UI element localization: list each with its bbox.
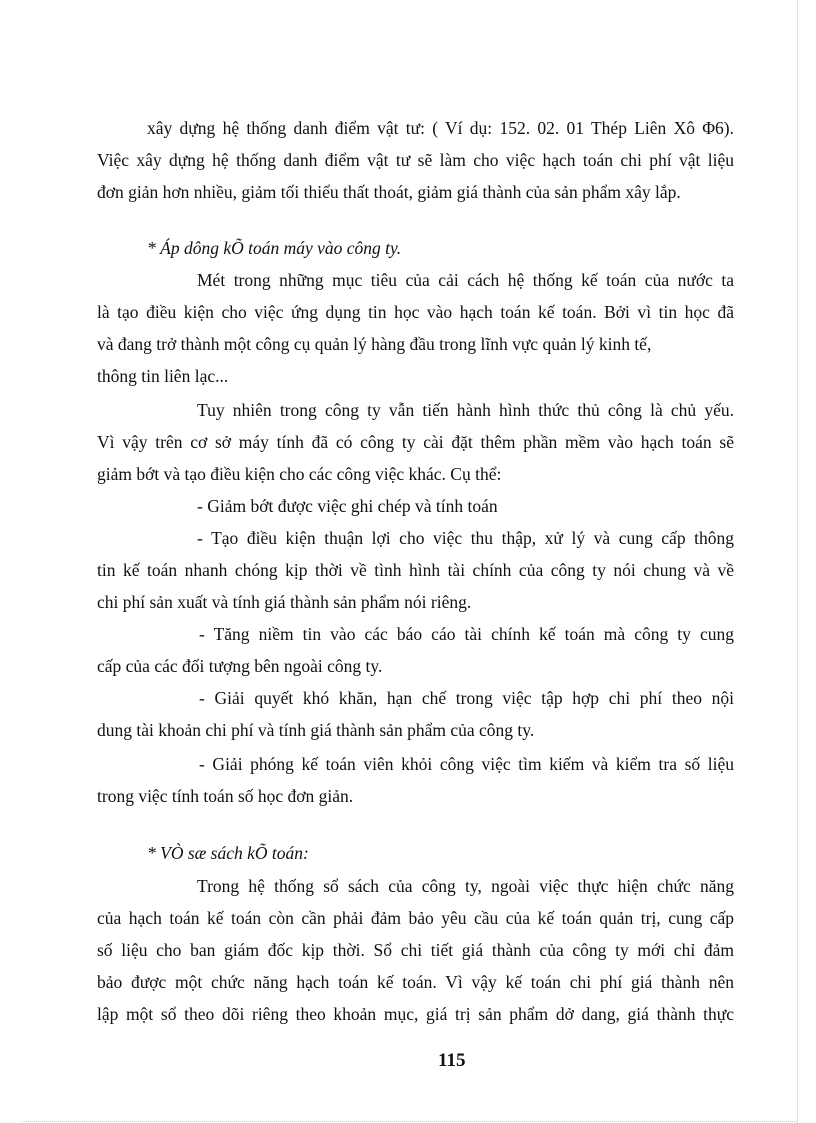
- section-2-para-line-4: bảo được một chức năng hạch toán kế toán. Vì vậy kế toán chi phí giá thành nên: [97, 972, 734, 992]
- section-1-para-b-line-3: giảm bớt và tạo điều kiện cho các công việc khác. Cụ thể:: [97, 464, 502, 484]
- bullet-2-line-1: - Tạo điều kiện thuận lợi cho việc thu thập, xử lý và cung cấp thông: [197, 528, 734, 548]
- section-2-para-line-5: lập một sổ theo dõi riêng theo khoản mục, giá trị sản phẩm dở dang, giá thành thực: [97, 1004, 734, 1024]
- bullet-2-line-2: tin kế toán nhanh chóng kịp thời về tình hình tài chính của công ty nói chung và về: [97, 560, 734, 580]
- section-2-para-line-3: số liệu cho ban giám đốc kịp thời. Sổ chi tiết giá thành của công ty mới chỉ đảm: [97, 940, 734, 960]
- bottom-margin-rule: [22, 1121, 797, 1122]
- bullet-1: - Giảm bớt được việc ghi chép và tính toán: [197, 496, 498, 516]
- section-heading-account-books: * VÒ sæ sách kÕ toán:: [147, 843, 309, 863]
- bullet-5-line-1: - Giải phóng kế toán viên khỏi công việc tìm kiếm và kiểm tra số liệu: [199, 754, 734, 774]
- paragraph-1-line-2: Việc xây dựng hệ thống danh điểm vật tư sẽ làm cho việc hạch toán chi phí vật liệu: [97, 150, 734, 170]
- paragraph-1-line-3: đơn giản hơn nhiều, giảm tối thiểu thất thoát, giảm giá thành của sản phẩm xây lắp.: [97, 182, 681, 202]
- section-1-para-b-line-2: Vì vậy trên cơ sở máy tính đã có công ty cài đặt thêm phần mềm vào hạch toán sẽ: [97, 432, 734, 452]
- bullet-4-line-2: dung tài khoản chi phí và tính giá thành sản phẩm của công ty.: [97, 720, 535, 740]
- paragraph-1-line-1: xây dựng hệ thống danh điểm vật tư: ( Ví dụ: 152. 02. 01 Thép Liên Xô Φ6).: [147, 118, 734, 138]
- bullet-5-line-2: trong việc tính toán số học đơn giản.: [97, 786, 354, 806]
- section-1-para-a-line-1: Mét trong những mục tiêu của cải cách hệ thống kế toán của nước ta: [197, 270, 734, 290]
- bullet-3-line-2: cấp của các đối tượng bên ngoài công ty.: [97, 656, 383, 676]
- section-heading-accounting-software: * Áp dông kÕ toán máy vào công ty.: [147, 238, 402, 258]
- bullet-2-line-3: chi phí sản xuất và tính giá thành sản phẩm nói riêng.: [97, 592, 472, 612]
- section-1-para-a-line-3: và đang trở thành một công cụ quản lý hàng đầu trong lĩnh vực quản lý kinh tế,: [97, 334, 652, 354]
- right-margin-rule: [797, 0, 798, 1123]
- bullet-3-line-1: - Tăng niềm tin vào các báo cáo tài chính kế toán mà công ty cung: [199, 624, 734, 644]
- page-number: 115: [438, 1050, 466, 1071]
- section-1-para-b-line-1: Tuy nhiên trong công ty vẫn tiến hành hình thức thủ công là chủ yếu.: [197, 400, 734, 420]
- section-1-para-a-line-4: thông tin liên lạc...: [97, 366, 229, 386]
- bullet-4-line-1: - Giải quyết khó khăn, hạn chế trong việc tập hợp chi phí theo nội: [199, 688, 734, 708]
- section-2-para-line-2: của hạch toán kế toán còn cần phải đảm bảo yêu cầu của kế toán quản trị, cung cấp: [97, 908, 734, 928]
- section-2-para-line-1: Trong hệ thống sổ sách của công ty, ngoài việc thực hiện chức năng: [197, 876, 734, 896]
- section-1-para-a-line-2: là tạo điều kiện cho việc ứng dụng tin học vào hạch toán kế toán. Bởi vì tin học đã: [97, 302, 734, 322]
